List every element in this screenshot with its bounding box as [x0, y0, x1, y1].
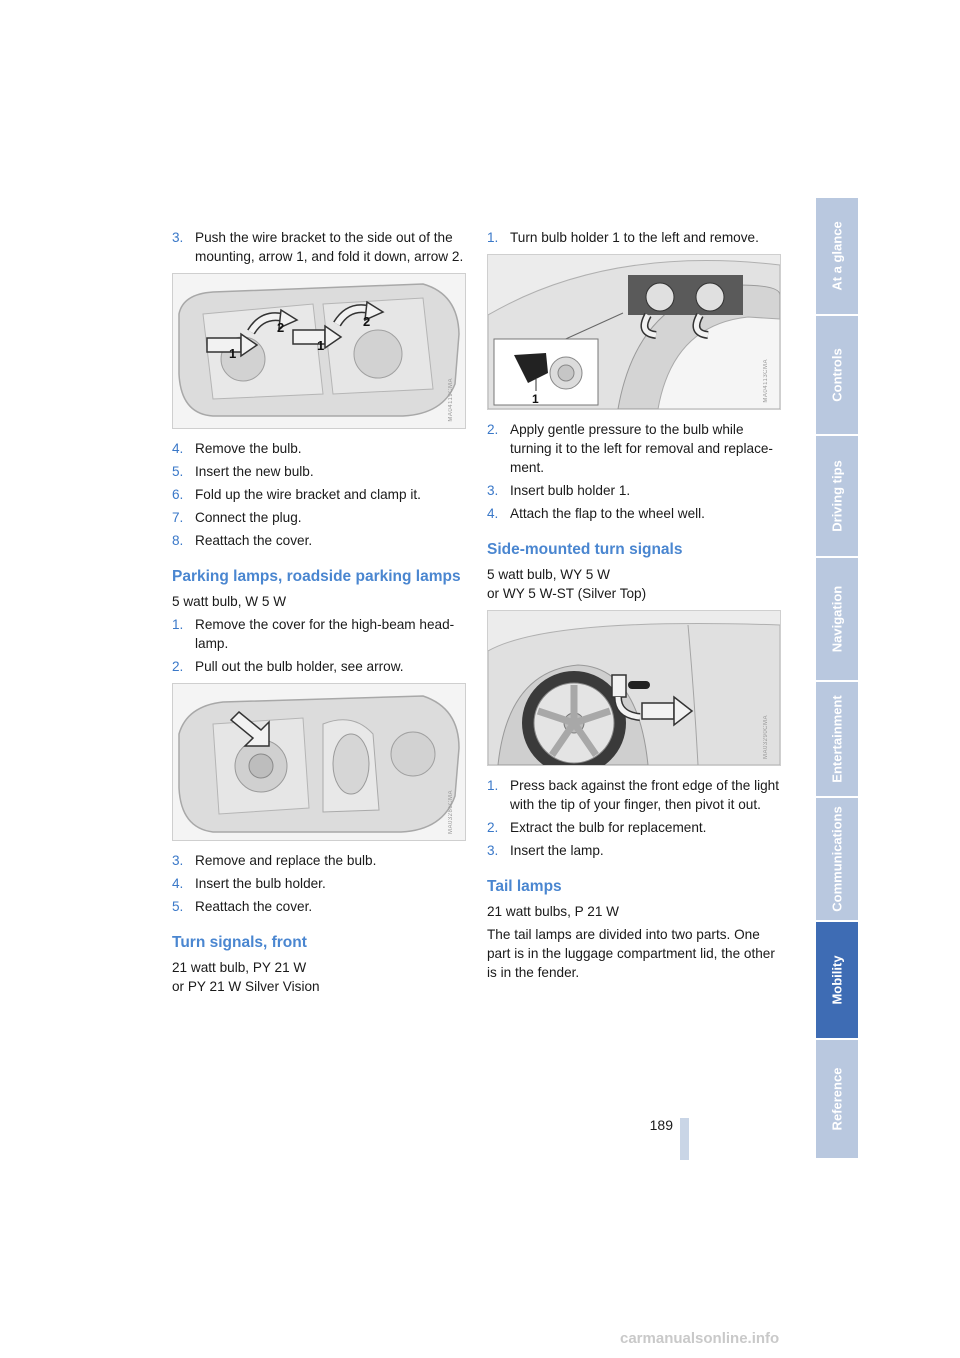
left-column [172, 228, 468, 1000]
bulb-spec: or PY 21 W Silver Vision [172, 979, 320, 994]
step-text: Attach the flap to the wheel well. [510, 506, 705, 521]
step-text: Insert bulb holder 1. [510, 483, 631, 498]
step-item [487, 481, 785, 500]
step-number: 2. [487, 820, 499, 835]
bulb-spec: 21 watt bulbs, P 21 W [487, 904, 619, 919]
figure-label: 2 [277, 320, 285, 335]
right-column [487, 228, 785, 986]
step-text: Insert the new bulb. [195, 464, 314, 479]
tab-label: Entertainment [829, 695, 845, 783]
tab-reference[interactable] [816, 1040, 858, 1160]
tab-communications[interactable] [816, 798, 858, 922]
step-number: 4. [172, 876, 184, 891]
tab-label: Driving tips [829, 460, 845, 532]
page-number: 189 [649, 1117, 673, 1133]
figure-code: MA04113CMA [763, 359, 769, 403]
chapter-tabs [816, 198, 858, 1160]
step-number: 3. [487, 843, 499, 858]
tab-driving-tips[interactable] [816, 436, 858, 558]
body-paragraph: The tail lamps are divided into two parts. One part is in the luggage compartment lid, the other is in the fender. [487, 927, 775, 980]
step-text: Push the wire bracket to the side out of the mounting, arrow 1, and fold it down, arrow 2. [195, 230, 464, 264]
figure-label: 1 [317, 338, 325, 353]
step-item [172, 615, 468, 653]
step-text: Remove the cover for the high-beam head-lamp. [195, 617, 455, 651]
step-number: 1. [172, 617, 184, 632]
step-text: Press back against the front edge of the light with the tip of your finger, then pivot it out. [510, 778, 780, 812]
figure-code: MA04119CMA [448, 378, 454, 422]
step-item [172, 657, 468, 676]
bulb-spec: or WY 5 W-ST (Silver Top) [487, 586, 647, 601]
step-text: Reattach the cover. [195, 533, 313, 548]
step-text: Apply gentle pressure to the bulb while turning it to the left for removal and replace-ment. [510, 422, 773, 475]
page-marker-bar [680, 1118, 689, 1160]
step-item [487, 818, 785, 837]
figure-code: MA03290CMA [763, 714, 769, 759]
step-number: 5. [172, 899, 184, 914]
step-text: Insert the lamp. [510, 843, 604, 858]
step-text: Remove and replace the bulb. [195, 853, 377, 868]
section-heading-side-turn-signals: Side-mounted turn signals [487, 541, 683, 558]
step-number: 3. [172, 230, 184, 245]
bulb-spec: 5 watt bulb, W 5 W [172, 594, 287, 609]
step-item [487, 841, 785, 860]
step-text: Fold up the wire bracket and clamp it. [195, 487, 421, 502]
turn-signal-bulb-holder-figure [487, 254, 781, 410]
step-item [172, 439, 468, 458]
step-number: 4. [172, 441, 184, 456]
step-number: 1. [487, 778, 499, 793]
figure-code: MA03286CMA [448, 789, 454, 834]
step-text: Remove the bulb. [195, 441, 302, 456]
step-item [487, 420, 785, 477]
tab-label: At a glance [829, 221, 845, 291]
tab-label: Reference [829, 1067, 845, 1131]
watermark: carmanualsonline.info [620, 1330, 780, 1347]
step-number: 2. [487, 422, 499, 437]
tab-at-a-glance[interactable] [816, 198, 858, 316]
tab-label: Mobility [829, 955, 845, 1005]
side-turn-signal-figure [487, 610, 781, 766]
step-item [172, 485, 468, 504]
step-number: 1. [487, 230, 499, 245]
tab-mobility[interactable] [816, 922, 858, 1040]
step-number: 4. [487, 506, 499, 521]
step-number: 5. [172, 464, 184, 479]
parking-lamp-bulb-holder-figure [172, 683, 466, 841]
tab-controls[interactable] [816, 316, 858, 436]
step-number: 7. [172, 510, 184, 525]
step-item [172, 897, 468, 916]
section-heading-turn-signals-front: Turn signals, front [172, 934, 307, 951]
figure-label: 2 [363, 314, 371, 329]
step-item [172, 508, 468, 527]
step-text: Extract the bulb for replacement. [510, 820, 707, 835]
step-text: Turn bulb holder 1 to the left and remove. [510, 230, 759, 245]
step-item [172, 462, 468, 481]
step-number: 3. [487, 483, 499, 498]
tab-entertainment[interactable] [816, 682, 858, 798]
step-number: 8. [172, 533, 184, 548]
section-heading-tail-lamps: Tail lamps [487, 878, 562, 895]
step-number: 3. [172, 853, 184, 868]
step-item [172, 874, 468, 893]
step-item [172, 228, 468, 266]
bulb-spec: 21 watt bulb, PY 21 W [172, 960, 307, 975]
step-text: Connect the plug. [195, 510, 302, 525]
bulb-spec: 5 watt bulb, WY 5 W [487, 567, 610, 582]
step-text: Insert the bulb holder. [195, 876, 326, 891]
figure-label: 1 [532, 392, 539, 406]
tab-label: Controls [829, 348, 845, 402]
step-text: Pull out the bulb holder, see arrow. [195, 659, 404, 674]
step-item [487, 776, 785, 814]
step-text: Reattach the cover. [195, 899, 313, 914]
tab-label: Communications [829, 806, 845, 912]
section-heading-parking-lamps: Parking lamps, roadside parking lamps [172, 568, 461, 585]
tab-label: Navigation [829, 585, 845, 653]
step-item [487, 228, 785, 247]
figure-label: 1 [229, 346, 237, 361]
tab-navigation[interactable] [816, 558, 858, 682]
headlamp-wire-bracket-figure [172, 273, 466, 429]
step-number: 6. [172, 487, 184, 502]
step-item [172, 531, 468, 550]
step-item [487, 504, 785, 523]
step-item [172, 851, 468, 870]
step-number: 2. [172, 659, 184, 674]
